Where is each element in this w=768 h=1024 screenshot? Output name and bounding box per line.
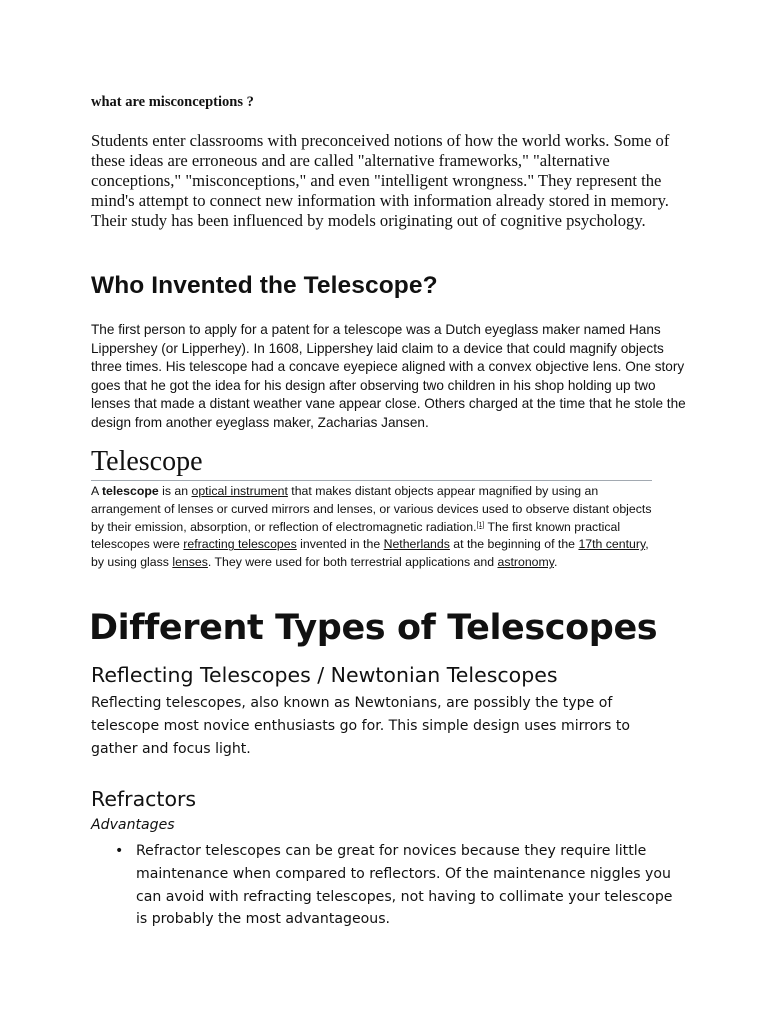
advantages-list	[115, 840, 684, 931]
link-astronomy[interactable]: astronomy	[497, 555, 554, 570]
text-span: .	[553, 555, 558, 570]
link-optical-instrument[interactable]: optical instrument	[191, 484, 288, 498]
list-item-text: Refractor telescopes can be great for novices because they require little maintenance when compared to reflectors. Of the maintenance niggles you can avoid with refracting telescopes, not having to collimate your telescope is probably the most advantageous.	[136, 843, 673, 928]
reflecting-paragraph: Reflecting telescopes, also known as Newtonians, are possibly the type of telescope most novice enthusiasts go for. This simple design uses mirrors to gather and focus light.	[91, 695, 631, 757]
refractors-heading: Refractors	[91, 787, 197, 811]
text-span: A	[91, 484, 102, 498]
text-span: , by using glass	[91, 537, 649, 570]
list-item	[115, 840, 684, 931]
telescope-paragraph	[91, 483, 656, 572]
heading-divider	[91, 480, 652, 481]
telescope-heading: Telescope	[91, 446, 203, 477]
text-span: . They were used for both terrestrial applications and	[207, 555, 498, 570]
link-lenses[interactable]: lenses	[172, 555, 208, 570]
advantages-heading: Advantages	[91, 817, 175, 833]
link-17th-century[interactable]: 17th century	[578, 537, 646, 552]
bullet-icon: •	[115, 843, 124, 859]
text-span: The first known practical telescopes were	[91, 519, 621, 552]
link-netherlands[interactable]: Netherlands	[383, 537, 450, 552]
inventor-paragraph: The first person to apply for a patent for a telescope was a Dutch eyeglass maker named Hans Lippershey (or Lipperhey). In 1608, Lippershey laid claim to a device that could magnify objects three times. His telescope had a concave eyepiece aligned with a convex objective lens. One story goes that he got the idea for his design after observing two children in his shop holding up two lenses that made a distant weather vane appear close. Others charged at the time that he stole the design from another eyeglass maker, Zacharias Jansen.	[91, 322, 686, 430]
text-span: at the beginning of the	[449, 537, 579, 552]
text-span: invented in the	[296, 537, 384, 552]
reflecting-heading: Reflecting Telescopes / Newtonian Telescopes	[91, 663, 558, 687]
misconceptions-question: what are misconceptions ?	[91, 94, 254, 110]
link-refracting-telescopes[interactable]: refracting telescopes	[183, 537, 297, 552]
text-span: that makes distant objects appear magnified by using an arrangement of lenses or curved mirrors and lenses, or various devices used to observe distant objects by their emission, absorption, or reflection of electromagnetic radiation.	[91, 484, 652, 534]
misconceptions-paragraph: Students enter classrooms with preconceived notions of how the world works. Some of these ideas are erroneous and are called "alternative frameworks," "alternative conceptions," "misconceptions," and even "intelligent wrongness." They represent the mind's attempt to connect new information with information already stored in memory. Their study has been influenced by models originating out of cognitive psychology.	[91, 131, 670, 231]
reference-link[interactable]: [1]	[476, 521, 485, 529]
inventor-heading: Who Invented the Telescope?	[91, 272, 438, 299]
telescope-term: telescope	[101, 484, 159, 498]
types-heading: Different Types of Telescopes	[89, 608, 658, 648]
text-span: is an	[158, 484, 192, 498]
